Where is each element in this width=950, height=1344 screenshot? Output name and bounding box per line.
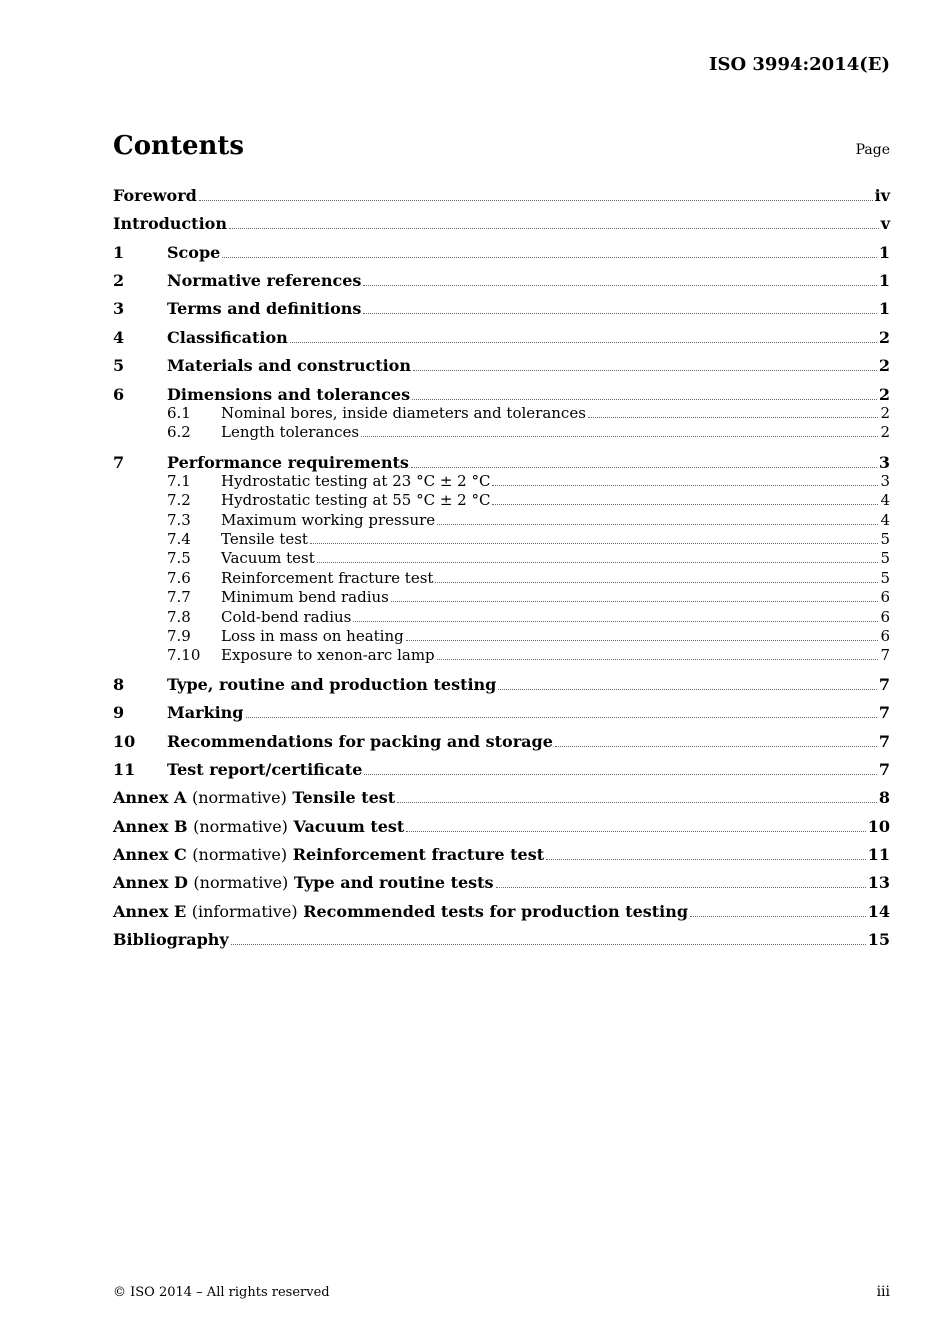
toc-entry[interactable] bbox=[113, 788, 890, 807]
dot-leader bbox=[492, 484, 878, 486]
dot-leader bbox=[353, 620, 878, 622]
toc-entry-number: 5 bbox=[113, 356, 125, 375]
toc-entry-page: 15 bbox=[867, 929, 890, 949]
dot-leader bbox=[391, 600, 879, 602]
dot-leader bbox=[555, 745, 877, 747]
toc-entry[interactable] bbox=[113, 760, 890, 779]
toc-entry-number: 7.2 bbox=[167, 491, 191, 510]
toc-entry-page: 8 bbox=[878, 787, 890, 807]
toc-entry-number: 9 bbox=[113, 702, 125, 722]
toc-entry-title: Reinforcement fracture test bbox=[221, 568, 434, 587]
toc-entry-title: Materials and construction bbox=[167, 356, 411, 375]
toc-entry[interactable] bbox=[113, 472, 890, 491]
toc-entry-page: 2 bbox=[880, 423, 890, 442]
annex-kind: (normative) bbox=[193, 872, 289, 892]
toc-entry[interactable] bbox=[113, 243, 890, 262]
toc-entry-number: 6.2 bbox=[167, 423, 191, 442]
dot-leader bbox=[199, 199, 873, 201]
toc-entry[interactable] bbox=[113, 732, 890, 751]
toc-entry-page: 7 bbox=[878, 702, 890, 722]
page-number: iii bbox=[876, 1284, 890, 1300]
dot-leader bbox=[411, 466, 877, 468]
toc-entry-page: 5 bbox=[880, 529, 890, 548]
toc-entry-page: 5 bbox=[880, 549, 890, 568]
toc-entry-page: 14 bbox=[867, 901, 890, 921]
dot-leader bbox=[290, 341, 877, 343]
dot-leader bbox=[246, 716, 877, 718]
toc-entry[interactable] bbox=[113, 930, 890, 949]
toc-entry[interactable] bbox=[113, 845, 890, 864]
toc-entry-title: Maximum working pressure bbox=[221, 510, 436, 529]
toc-entry-page: 7 bbox=[878, 731, 890, 751]
toc-entry-page: 10 bbox=[867, 816, 890, 836]
toc-entry-title: Length tolerances bbox=[221, 423, 360, 442]
toc-entry-number: 10 bbox=[113, 731, 136, 751]
toc-entry[interactable] bbox=[113, 271, 890, 290]
dot-leader bbox=[412, 398, 877, 400]
toc-entry-page: 2 bbox=[878, 385, 890, 404]
dot-leader bbox=[364, 773, 876, 775]
toc-entry-title: Introduction bbox=[113, 214, 227, 233]
toc-entry-page: 2 bbox=[878, 356, 890, 375]
toc-entry-page: 1 bbox=[878, 299, 890, 318]
annex-kind: (normative) bbox=[192, 844, 288, 864]
toc-entry-page: 7 bbox=[880, 646, 890, 665]
dot-leader bbox=[496, 886, 866, 888]
toc-entry[interactable] bbox=[113, 453, 890, 472]
dot-leader bbox=[317, 561, 879, 563]
dot-leader bbox=[229, 227, 879, 229]
toc-entry[interactable] bbox=[113, 902, 890, 921]
toc-entry[interactable] bbox=[113, 186, 890, 205]
toc-entry-page: 6 bbox=[880, 588, 890, 607]
toc-entry-title: Foreword bbox=[113, 186, 197, 205]
toc-entry-title: Scope bbox=[167, 243, 221, 262]
toc-entry[interactable] bbox=[113, 569, 890, 588]
dot-leader bbox=[546, 858, 866, 860]
annex-kind: (informative) bbox=[191, 901, 298, 921]
document-id: ISO 3994:2014(E) bbox=[709, 54, 890, 75]
toc-entry[interactable] bbox=[113, 530, 890, 549]
toc-entry[interactable] bbox=[113, 646, 890, 665]
toc-entry-title: Reinforcement fracture test bbox=[292, 844, 545, 864]
toc-entry-title: Exposure to xenon-arc lamp bbox=[221, 646, 435, 665]
dot-leader bbox=[361, 435, 878, 437]
dot-leader bbox=[435, 581, 878, 583]
toc-entry-title: Classification bbox=[167, 328, 288, 347]
toc-entry-page: 2 bbox=[880, 404, 890, 422]
toc-entry-title: Recommendations for packing and storage bbox=[167, 731, 553, 751]
annex-label: Annex C bbox=[113, 844, 187, 864]
dot-leader bbox=[363, 284, 876, 286]
toc-entry-number: 7.3 bbox=[167, 510, 191, 529]
toc-entry-number: 8 bbox=[113, 674, 125, 694]
dot-leader bbox=[437, 658, 879, 660]
toc-entry[interactable] bbox=[113, 423, 890, 442]
page-column-label: Page bbox=[855, 142, 890, 158]
toc-entry-title: Marking bbox=[167, 702, 244, 722]
toc-entry-title: Type and routine tests bbox=[293, 872, 494, 892]
toc-entry[interactable] bbox=[113, 214, 890, 233]
annex-label: Annex A bbox=[113, 787, 187, 807]
toc-entry-page: 7 bbox=[878, 674, 890, 694]
annex-label: Annex D bbox=[113, 872, 188, 892]
toc-entry-page: v bbox=[880, 214, 890, 233]
toc-entry[interactable] bbox=[113, 511, 890, 530]
toc-entry[interactable] bbox=[113, 491, 890, 510]
toc-entry-title: Normative references bbox=[167, 271, 362, 290]
page-title: Contents bbox=[113, 131, 245, 161]
toc-entry-page: 1 bbox=[878, 271, 890, 290]
toc-entry-title: Hydrostatic testing at 23 °C ± 2 °C bbox=[221, 471, 491, 490]
toc-entry-title: Terms and definitions bbox=[167, 299, 362, 318]
toc-entry-title: Bibliography bbox=[113, 929, 229, 949]
toc-entry[interactable] bbox=[113, 873, 890, 892]
toc-entry-page: 3 bbox=[878, 452, 890, 472]
dot-leader bbox=[588, 416, 879, 418]
toc-entry-title: Tensile test bbox=[221, 529, 308, 548]
toc-entry[interactable] bbox=[113, 588, 890, 607]
toc-entry-page: 6 bbox=[880, 607, 890, 626]
dot-leader bbox=[363, 312, 876, 314]
toc-entry[interactable] bbox=[113, 404, 890, 423]
toc-entry-number: 7.8 bbox=[167, 607, 191, 626]
toc-entry[interactable] bbox=[113, 385, 890, 404]
toc-entry[interactable] bbox=[113, 703, 890, 722]
toc-entry-title: Test report/certificate bbox=[167, 759, 363, 779]
toc-entry-number: 7.1 bbox=[167, 471, 191, 490]
toc-entry-title: Cold-bend radius bbox=[221, 607, 352, 626]
toc-entry[interactable] bbox=[113, 549, 890, 568]
toc-entry-number: 7.9 bbox=[167, 626, 191, 645]
toc-entry-title: Tensile test bbox=[292, 787, 396, 807]
dot-leader bbox=[406, 639, 879, 641]
toc-entry-page: iv bbox=[874, 186, 890, 205]
dot-leader bbox=[310, 542, 879, 544]
toc-entry-number: 1 bbox=[113, 243, 125, 262]
copyright-notice: © ISO 2014 – All rights reserved bbox=[113, 1285, 330, 1300]
toc-entry-page: 11 bbox=[867, 844, 890, 864]
dot-leader bbox=[498, 688, 877, 690]
dot-leader bbox=[222, 256, 877, 258]
toc-entry-title: Minimum bend radius bbox=[221, 588, 389, 607]
toc-entry[interactable] bbox=[113, 608, 890, 627]
toc-entry-page: 3 bbox=[880, 471, 890, 490]
dot-leader bbox=[492, 503, 878, 505]
toc-entry-number: 7.4 bbox=[167, 529, 191, 548]
dot-leader bbox=[231, 943, 866, 945]
toc-entry-page: 7 bbox=[878, 759, 890, 779]
dot-leader bbox=[413, 369, 877, 371]
toc-entry-number: 3 bbox=[113, 299, 125, 318]
toc-entry-title: Type, routine and production testing bbox=[167, 674, 497, 694]
toc-entry-title: Nominal bores, inside diameters and tolerances bbox=[221, 404, 586, 422]
toc-entry[interactable] bbox=[113, 675, 890, 694]
toc-entry-title: Vacuum test bbox=[221, 549, 315, 568]
toc-entry[interactable] bbox=[113, 328, 890, 347]
toc-entry-title: Dimensions and tolerances bbox=[167, 385, 411, 404]
toc-entry-number: 6.1 bbox=[167, 404, 191, 422]
toc-entry-number: 7.10 bbox=[167, 646, 201, 665]
dot-leader bbox=[437, 523, 878, 525]
toc-entry-number: 7.6 bbox=[167, 568, 191, 587]
annex-kind: (normative) bbox=[191, 787, 287, 807]
dot-leader bbox=[406, 830, 865, 832]
toc-entry-page: 13 bbox=[867, 872, 890, 892]
toc-entry[interactable] bbox=[113, 627, 890, 646]
toc-entry-page: 1 bbox=[878, 243, 890, 262]
annex-label: Annex E bbox=[113, 901, 187, 921]
table-of-contents bbox=[113, 186, 890, 949]
toc-entry-title: Performance requirements bbox=[167, 452, 409, 472]
toc-entry-number: 7.5 bbox=[167, 549, 191, 568]
toc-entry-number: 7 bbox=[113, 452, 125, 472]
toc-entry-title: Loss in mass on heating bbox=[221, 626, 404, 645]
toc-entry-number: 4 bbox=[113, 328, 125, 347]
annex-kind: (normative) bbox=[193, 816, 288, 836]
toc-entry-number: 2 bbox=[113, 271, 125, 290]
toc-entry[interactable] bbox=[113, 356, 890, 375]
toc-entry-page: 4 bbox=[880, 491, 890, 510]
toc-entry-page: 6 bbox=[880, 626, 890, 645]
toc-entry-title: Recommended tests for production testing bbox=[303, 901, 689, 921]
toc-entry-page: 4 bbox=[880, 510, 890, 529]
toc-entry[interactable] bbox=[113, 299, 890, 318]
toc-entry-title: Vacuum test bbox=[293, 816, 405, 836]
toc-entry-page: 5 bbox=[880, 568, 890, 587]
annex-label: Annex B bbox=[113, 816, 188, 836]
dot-leader bbox=[690, 915, 866, 917]
toc-entry-number: 11 bbox=[113, 759, 136, 779]
toc-entry-title: Hydrostatic testing at 55 °C ± 2 °C bbox=[221, 491, 491, 510]
toc-entry-number: 7.7 bbox=[167, 588, 191, 607]
toc-entry-page: 2 bbox=[878, 328, 890, 347]
dot-leader bbox=[397, 801, 877, 803]
toc-entry-number: 6 bbox=[113, 385, 125, 404]
toc-entry[interactable] bbox=[113, 817, 890, 836]
